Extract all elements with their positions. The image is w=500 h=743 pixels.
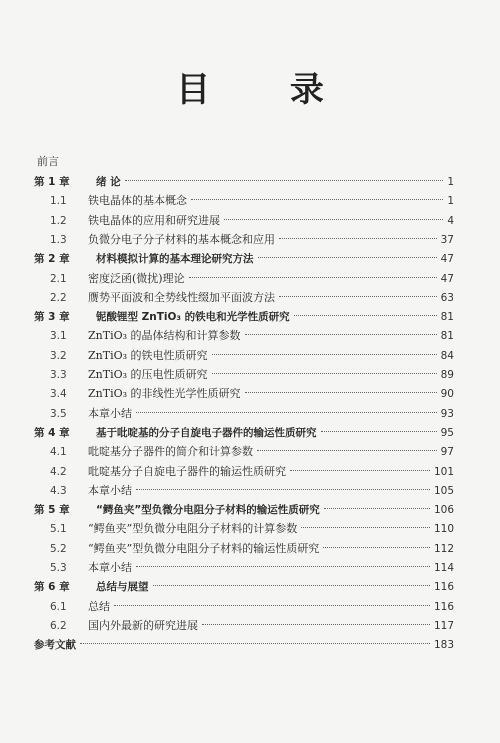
toc-page-number: 47	[440, 253, 454, 266]
toc-section-row[interactable]	[50, 365, 454, 385]
toc-section-row[interactable]	[50, 346, 454, 366]
toc-chapter-row[interactable]	[34, 249, 454, 269]
toc-page-number: 110	[433, 523, 454, 536]
toc-page-number: 63	[440, 291, 454, 304]
toc-page-number: 84	[440, 349, 454, 362]
toc-entry-title: ZnTiO₃ 的压电性质研究	[88, 368, 208, 381]
toc-page-number: 112	[433, 542, 454, 555]
toc-entry-title: 密度泛函(微扰)理论	[88, 271, 185, 285]
toc-section-row[interactable]	[50, 230, 454, 250]
toc-leader-dots	[189, 277, 437, 278]
toc-page-number: 95	[440, 426, 454, 439]
toc-chapter-row[interactable]	[34, 577, 454, 597]
toc-entry-number: 1.3	[50, 233, 67, 246]
toc-entry-number: 第 1 章	[34, 176, 70, 188]
toc-entry-number: 6.1	[50, 600, 67, 613]
toc-page-number: 1	[447, 176, 454, 188]
toc-entry-title: 负微分电子分子材料的基本概念和应用	[88, 232, 275, 246]
toc-section-row[interactable]	[50, 519, 454, 539]
toc-leader-dots	[136, 566, 430, 567]
toc-entry-number: 第 5 章	[34, 504, 70, 517]
toc-section-row[interactable]	[50, 326, 454, 346]
toc-entry-number: 第 2 章	[34, 253, 70, 266]
toc-section-row[interactable]	[50, 481, 454, 501]
toc-entry-title: 铁电晶体的应用和研究进展	[88, 213, 220, 227]
toc-entry-number: 3.2	[50, 349, 67, 362]
toc-section-row[interactable]	[50, 462, 454, 482]
toc-entry-title: ZnTiO₃ 的非线性光学性质研究	[88, 387, 241, 401]
toc-section-row[interactable]	[50, 404, 454, 424]
toc-entry-number: 第 6 章	[34, 581, 70, 594]
toc-entry-number: 4.2	[50, 465, 67, 478]
toc-page-number: 1	[447, 195, 454, 208]
toc-section-row[interactable]	[50, 539, 454, 559]
toc-entry-title: 参考文献	[34, 639, 76, 652]
toc-entry-title: 本章小结	[88, 561, 132, 574]
toc-entry-title: 本章小结	[88, 483, 132, 497]
toc-entry-title: 绪 论	[96, 176, 121, 188]
toc-entry-number: 6.2	[50, 619, 67, 632]
toc-entry-title: 材料模拟计算的基本理论研究方法	[96, 253, 254, 266]
toc-leader-dots	[257, 450, 437, 451]
toc-entry-number: 5.2	[50, 542, 67, 555]
toc-section-row[interactable]	[50, 384, 454, 404]
toc-leader-dots	[136, 489, 430, 490]
toc-leader-dots	[224, 219, 443, 220]
toc-leader-dots	[324, 508, 430, 509]
toc-page-number: 37	[440, 233, 454, 246]
toc-entry-number: 3.5	[50, 407, 67, 420]
toc-page-number: 97	[440, 446, 454, 459]
toc-chapter-row[interactable]	[34, 500, 454, 520]
toc-entry-number: 4.3	[50, 484, 67, 497]
toc-entry-number: 1.1	[50, 195, 67, 208]
toc-page-number: 105	[433, 484, 454, 497]
toc-page-number: 93	[440, 407, 454, 420]
toc-leader-dots	[245, 334, 437, 335]
toc-entry-title: 总结与展望	[96, 581, 149, 594]
toc-entry-title: 总结	[88, 599, 110, 613]
toc-page-number: 89	[440, 369, 454, 381]
toc-entry-title: ZnTiO₃ 的晶体结构和计算参数	[88, 329, 241, 343]
toc-leader-dots	[279, 238, 437, 239]
toc-entry-title: 国内外最新的研究进展	[88, 618, 198, 632]
toc-chapter-row[interactable]	[34, 423, 454, 443]
toc-leader-dots	[301, 527, 430, 528]
toc-references-row[interactable]	[34, 635, 454, 655]
toc-section-row[interactable]	[50, 269, 454, 289]
toc-entry-title: 铁电晶体的基本概念	[88, 194, 187, 208]
toc-leader-dots	[125, 180, 444, 181]
toc-page-number: 81	[440, 330, 454, 343]
toc-preface[interactable]: 前言	[37, 155, 59, 168]
toc-leader-dots	[290, 470, 430, 471]
toc-page-number: 116	[433, 600, 454, 613]
toc-entry-title: “鳄鱼夹”型负微分电阻分子材料的输运性质研究	[96, 504, 320, 517]
toc-page-number: 90	[440, 388, 454, 401]
toc-entry-title: 基于吡啶基的分子自旋电子器件的输运性质研究	[96, 426, 317, 439]
toc-entry-number: 5.1	[50, 523, 67, 536]
toc-entry-number: 4.1	[50, 446, 67, 459]
toc-leader-dots	[279, 296, 437, 297]
page-title: 目 录	[176, 70, 358, 110]
toc-leader-dots	[202, 624, 430, 625]
toc-section-row[interactable]	[50, 616, 454, 636]
toc-entry-title: ZnTiO₃ 的铁电性质研究	[88, 348, 208, 362]
toc-page-number: 183	[433, 639, 454, 652]
toc-section-row[interactable]	[50, 558, 454, 578]
toc-leader-dots	[191, 199, 443, 200]
toc-entry-number: 第 3 章	[34, 311, 70, 324]
toc-leader-dots	[212, 373, 437, 374]
toc-section-row[interactable]	[50, 211, 454, 231]
toc-entry-number: 第 4 章	[34, 426, 70, 439]
toc-entry-number: 3.3	[50, 369, 67, 381]
toc-leader-dots	[153, 585, 430, 586]
toc-page-number: 106	[433, 504, 454, 517]
toc-entry-number: 2.1	[50, 272, 67, 285]
toc-page-number: 114	[433, 562, 454, 574]
toc-entry-title: 吡啶基分子自旋电子器件的输运性质研究	[88, 464, 286, 478]
toc-entry-title: “鳄鱼夹”型负微分电阻分子材料的计算参数	[88, 522, 298, 536]
toc-chapter-row[interactable]	[34, 307, 454, 327]
toc-leader-dots	[114, 605, 430, 606]
toc-section-row[interactable]	[50, 191, 454, 211]
toc-page-number: 4	[447, 214, 454, 227]
toc-entry-title: 吡啶基分子器件的简介和计算参数	[88, 445, 253, 459]
toc-leader-dots	[80, 643, 430, 644]
toc-page-number: 117	[433, 619, 454, 632]
toc-section-row[interactable]	[50, 597, 454, 617]
toc-chapter-row[interactable]	[34, 172, 454, 192]
toc-entry-title: 铌酸锂型 ZnTiO₃ 的铁电和光学性质研究	[96, 311, 290, 324]
toc-page-number: 47	[440, 272, 454, 285]
toc-page-number: 101	[433, 465, 454, 478]
toc-leader-dots	[245, 392, 437, 393]
toc-leader-dots	[321, 431, 437, 432]
toc-page-number: 116	[433, 581, 454, 594]
toc-leader-dots	[258, 257, 437, 258]
toc-entry-title: “鳄鱼夹”型负微分电阻分子材料的输运性质研究	[88, 541, 320, 555]
toc-leader-dots	[212, 354, 437, 355]
toc-leader-dots	[323, 547, 430, 548]
toc-entry-number: 3.1	[50, 330, 67, 343]
toc-entry-title: 本章小结	[88, 406, 132, 420]
toc-entry-number: 3.4	[50, 388, 67, 401]
toc-section-row[interactable]	[50, 288, 454, 308]
toc-entry-number: 1.2	[50, 214, 67, 227]
toc-page-number: 81	[440, 311, 454, 324]
toc-leader-dots	[136, 412, 437, 413]
toc-entry-number: 5.3	[50, 562, 67, 574]
toc-section-row[interactable]	[50, 442, 454, 462]
toc-entry-number: 2.2	[50, 291, 67, 304]
toc-entry-title: 赝势平面波和全势线性缀加平面波方法	[88, 290, 275, 304]
toc-leader-dots	[294, 315, 437, 316]
